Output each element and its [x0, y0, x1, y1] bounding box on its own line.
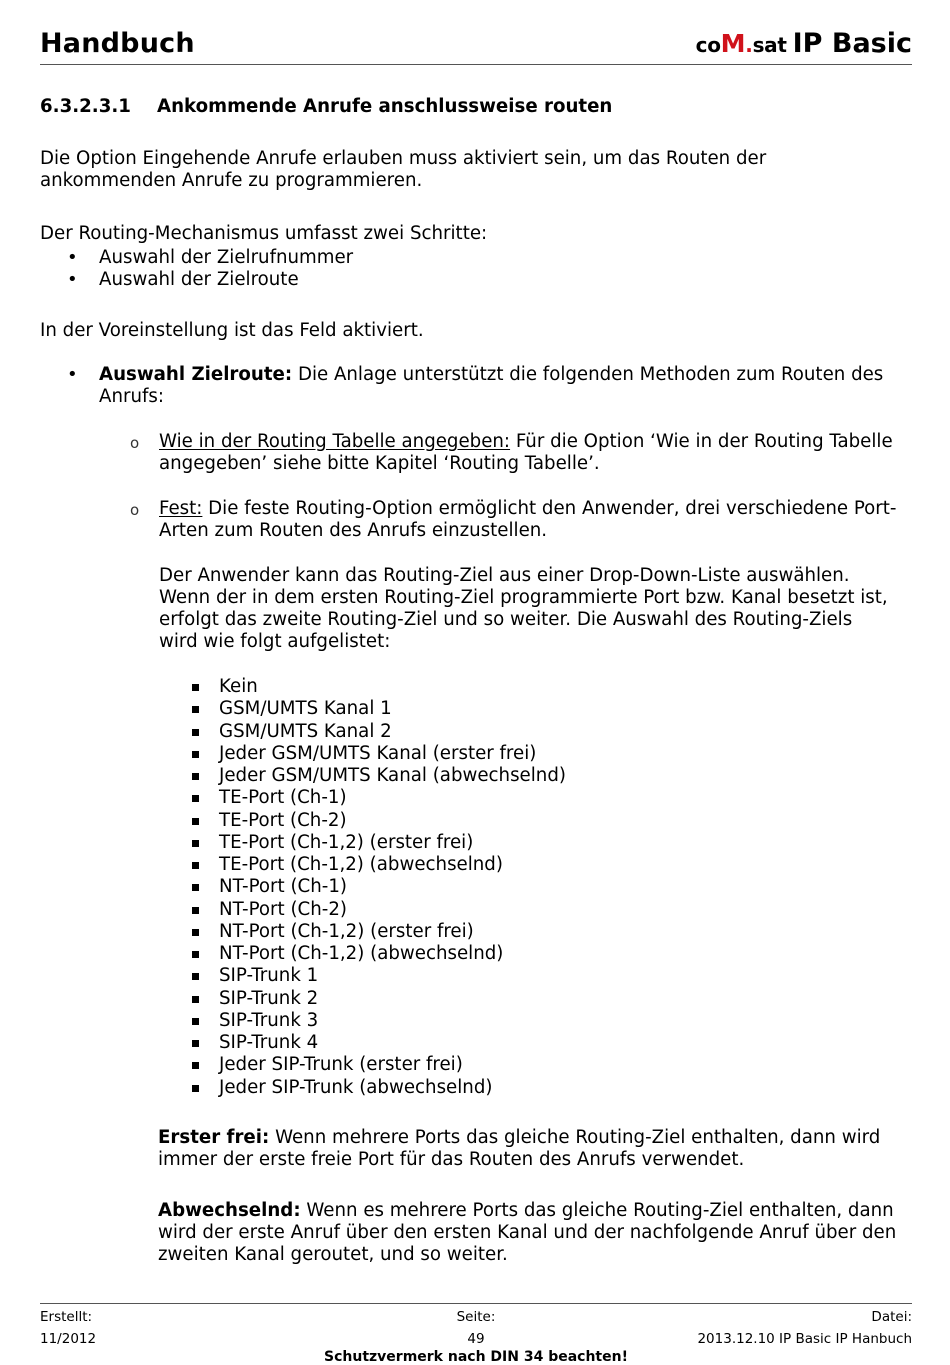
zielroute-line-2: Anrufs:: [99, 386, 164, 407]
square-bullet-icon: [192, 929, 199, 936]
routing-target-item: NT-Port (Ch-1): [219, 876, 347, 898]
default-text: In der Voreinstellung ist das Feld aktiviert.: [40, 320, 424, 341]
routing-target-item: NT-Port (Ch-2): [219, 898, 347, 920]
option-fixed-line-1: Fest: Die feste Routing-Option ermöglicht den Anwender, drei verschiedene Port-: [159, 498, 897, 519]
routing-target-item: Jeder GSM/UMTS Kanal (abwechselnd): [219, 765, 566, 786]
square-bullet-icon: [192, 907, 199, 914]
created-value: 11/2012: [40, 1331, 97, 1347]
routing-target-item: SIP-Trunk 2: [219, 987, 319, 1009]
square-bullet-icon: [192, 996, 199, 1003]
routing-target-item: Kein: [219, 676, 258, 697]
routing-target-item: GSM/UMTS Kanal 2: [219, 720, 392, 742]
file-value: 2013.12.10 IP Basic IP Hanbuch: [697, 1331, 912, 1347]
intro-line-2: ankommenden Anrufe zu programmieren.: [40, 170, 423, 191]
option-fixed-para-3: erfolgt das zweite Routing-Ziel und so weiter. Die Auswahl des Routing-Ziels: [159, 609, 853, 630]
routing-target-item: TE-Port (Ch-2): [219, 809, 347, 831]
page-footer: [40, 1303, 912, 1364]
page-label: Seite:: [456, 1309, 496, 1325]
square-bullet-icon: [192, 818, 199, 825]
comsat-logo: coM.sat: [695, 29, 787, 58]
file-label: Datei:: [871, 1309, 912, 1325]
bullet-icon: •: [67, 364, 78, 385]
step-item: Auswahl der Zielrufnummer: [99, 247, 354, 268]
square-bullet-icon: [192, 684, 199, 691]
routing-target-item: TE-Port (Ch-1,2) (abwechselnd): [219, 854, 503, 875]
section-number: 6.3.2.3.1: [40, 96, 131, 117]
routing-target-item: SIP-Trunk 1: [219, 965, 319, 987]
page-header: [40, 26, 912, 65]
circle-bullet-icon: o: [130, 501, 140, 519]
square-bullet-icon: [192, 773, 199, 780]
square-bullet-icon: [192, 706, 199, 713]
circle-bullet-icon: o: [130, 434, 140, 452]
erster-frei-line-1: Erster frei: Wenn mehrere Ports das gleiche Routing-Ziel enthalten, dann wird: [158, 1127, 881, 1148]
routing-target-item: SIP-Trunk 3: [219, 1009, 319, 1031]
routing-target-item: Jeder GSM/UMTS Kanal (erster frei): [219, 742, 537, 764]
square-bullet-icon: [192, 795, 199, 802]
abwechselnd-line-3: zweiten Kanal geroutet, und so weiter.: [158, 1244, 508, 1265]
option-table-line-1: Wie in der Routing Tabelle angegeben: Für die Option ‘Wie in der Routing Tabelle: [159, 431, 893, 452]
square-bullet-icon: [192, 1062, 199, 1069]
header-brand: [696, 28, 912, 59]
bullet-icon: •: [67, 269, 78, 290]
routing-target-item: Jeder SIP-Trunk (erster frei): [219, 1054, 463, 1076]
square-bullet-icon: [192, 951, 199, 958]
product-name: IP Basic: [792, 28, 912, 59]
page-number: 49: [467, 1331, 485, 1347]
option-fixed-para-1: Der Anwender kann das Routing-Ziel aus einer Drop-Down-Liste auswählen.: [159, 565, 850, 586]
routing-target-item: NT-Port (Ch-1,2) (erster frei): [219, 920, 474, 942]
square-bullet-icon: [192, 973, 199, 980]
mechanism-text: Der Routing-Mechanismus umfasst zwei Schritte:: [40, 223, 488, 244]
option-table-line-2: angegeben’ siehe bitte Kapitel ‘Routing Tabelle’.: [159, 453, 600, 474]
bullet-icon: •: [67, 247, 78, 268]
routing-target-item: TE-Port (Ch-1): [219, 787, 347, 809]
routing-target-item: NT-Port (Ch-1,2) (abwechselnd): [219, 943, 504, 964]
routing-target-item: Jeder SIP-Trunk (abwechselnd): [219, 1076, 493, 1098]
abwechselnd-line-2: wird der erste Anruf über den ersten Kanal und der nachfolgende Anruf über den: [158, 1222, 897, 1243]
routing-target-item: SIP-Trunk 4: [219, 1032, 319, 1053]
section-title: Ankommende Anrufe anschlussweise routen: [157, 96, 613, 117]
abwechselnd-line-1: Abwechselnd: Wenn es mehrere Ports das gleiche Routing-Ziel enthalten, dann: [158, 1200, 894, 1221]
created-label: Erstellt:: [40, 1309, 93, 1325]
square-bullet-icon: [192, 862, 199, 869]
option-fixed-para-4: wird wie folgt aufgelistet:: [159, 631, 391, 652]
square-bullet-icon: [192, 1018, 199, 1025]
routing-target-item: TE-Port (Ch-1,2) (erster frei): [219, 831, 474, 853]
erster-frei-line-2: immer der erste freie Port für das Routen des Anrufs verwendet.: [158, 1149, 745, 1170]
intro-line-1: Die Option Eingehende Anrufe erlauben muss aktiviert sein, um das Routen der: [40, 148, 767, 169]
zielroute-line-1: Auswahl Zielroute: Die Anlage unterstützt die folgenden Methoden zum Routen des: [99, 364, 884, 385]
step-item: Auswahl der Zielroute: [99, 269, 299, 290]
option-fixed-line-2: Arten zum Routen des Anrufs einzustellen.: [159, 520, 548, 541]
square-bullet-icon: [192, 729, 199, 736]
option-fixed-para-2: Wenn der in dem ersten Routing-Ziel programmierte Port bzw. Kanal besetzt ist,: [159, 587, 888, 608]
square-bullet-icon: [192, 840, 199, 847]
square-bullet-icon: [192, 751, 199, 758]
square-bullet-icon: [192, 1040, 199, 1047]
square-bullet-icon: [192, 1085, 199, 1092]
protection-notice: Schutzvermerk nach DIN 34 beachten!: [324, 1349, 628, 1365]
header-title: Handbuch: [40, 28, 195, 59]
square-bullet-icon: [192, 884, 199, 891]
routing-target-item: GSM/UMTS Kanal 1: [219, 698, 392, 720]
